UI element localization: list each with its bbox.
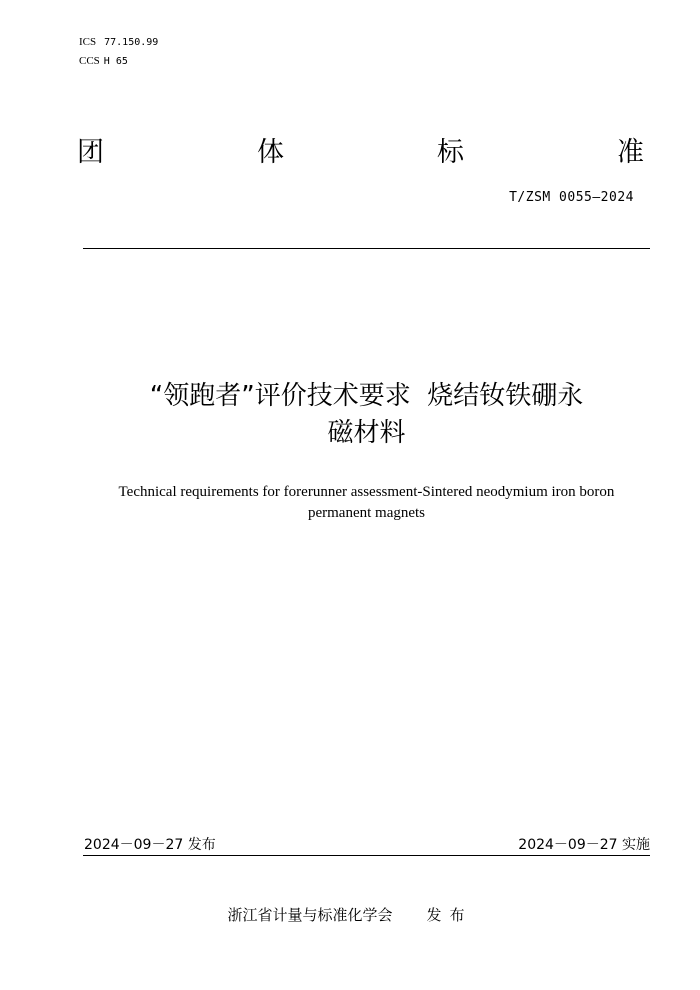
- issuer-line: [0, 904, 700, 925]
- chinese-title-line-1: “领跑者”评价技术要求 烧结钕铁硼永: [149, 381, 584, 411]
- implement-date: 2024－09－27 实施: [518, 837, 650, 853]
- classification-codes: [79, 33, 158, 71]
- issuer-organization: 浙江省计量与标准化学会: [227, 906, 393, 924]
- standard-type-char: 准: [617, 137, 644, 168]
- standard-type-char: 团: [77, 137, 104, 168]
- ics-label: ICS: [79, 36, 97, 48]
- issuer-action: 发布: [426, 906, 473, 924]
- standard-type-heading: [77, 133, 644, 173]
- bottom-divider: [83, 855, 650, 856]
- chinese-title: [83, 378, 650, 452]
- publish-date: 2024－09－27 发布: [84, 837, 216, 853]
- standard-type-char: 体: [257, 137, 284, 168]
- ccs-code: H 65: [103, 56, 128, 67]
- standard-number: T/ZSM 0055—2024: [509, 190, 634, 205]
- chinese-title-line-2: 磁材料: [327, 418, 406, 448]
- ccs-label: CCS: [79, 55, 100, 67]
- standard-type-char: 标: [437, 137, 464, 168]
- ccs-row: [79, 52, 158, 71]
- ics-code: 77.150.99: [104, 37, 159, 48]
- top-divider: [83, 248, 650, 249]
- english-title: [83, 482, 650, 524]
- english-title-line-1: Technical requirements for forerunner assessment-Sintered neodymium iron boron: [118, 484, 615, 500]
- english-title-line-2: permanent magnets: [307, 505, 426, 521]
- ics-row: [79, 33, 158, 52]
